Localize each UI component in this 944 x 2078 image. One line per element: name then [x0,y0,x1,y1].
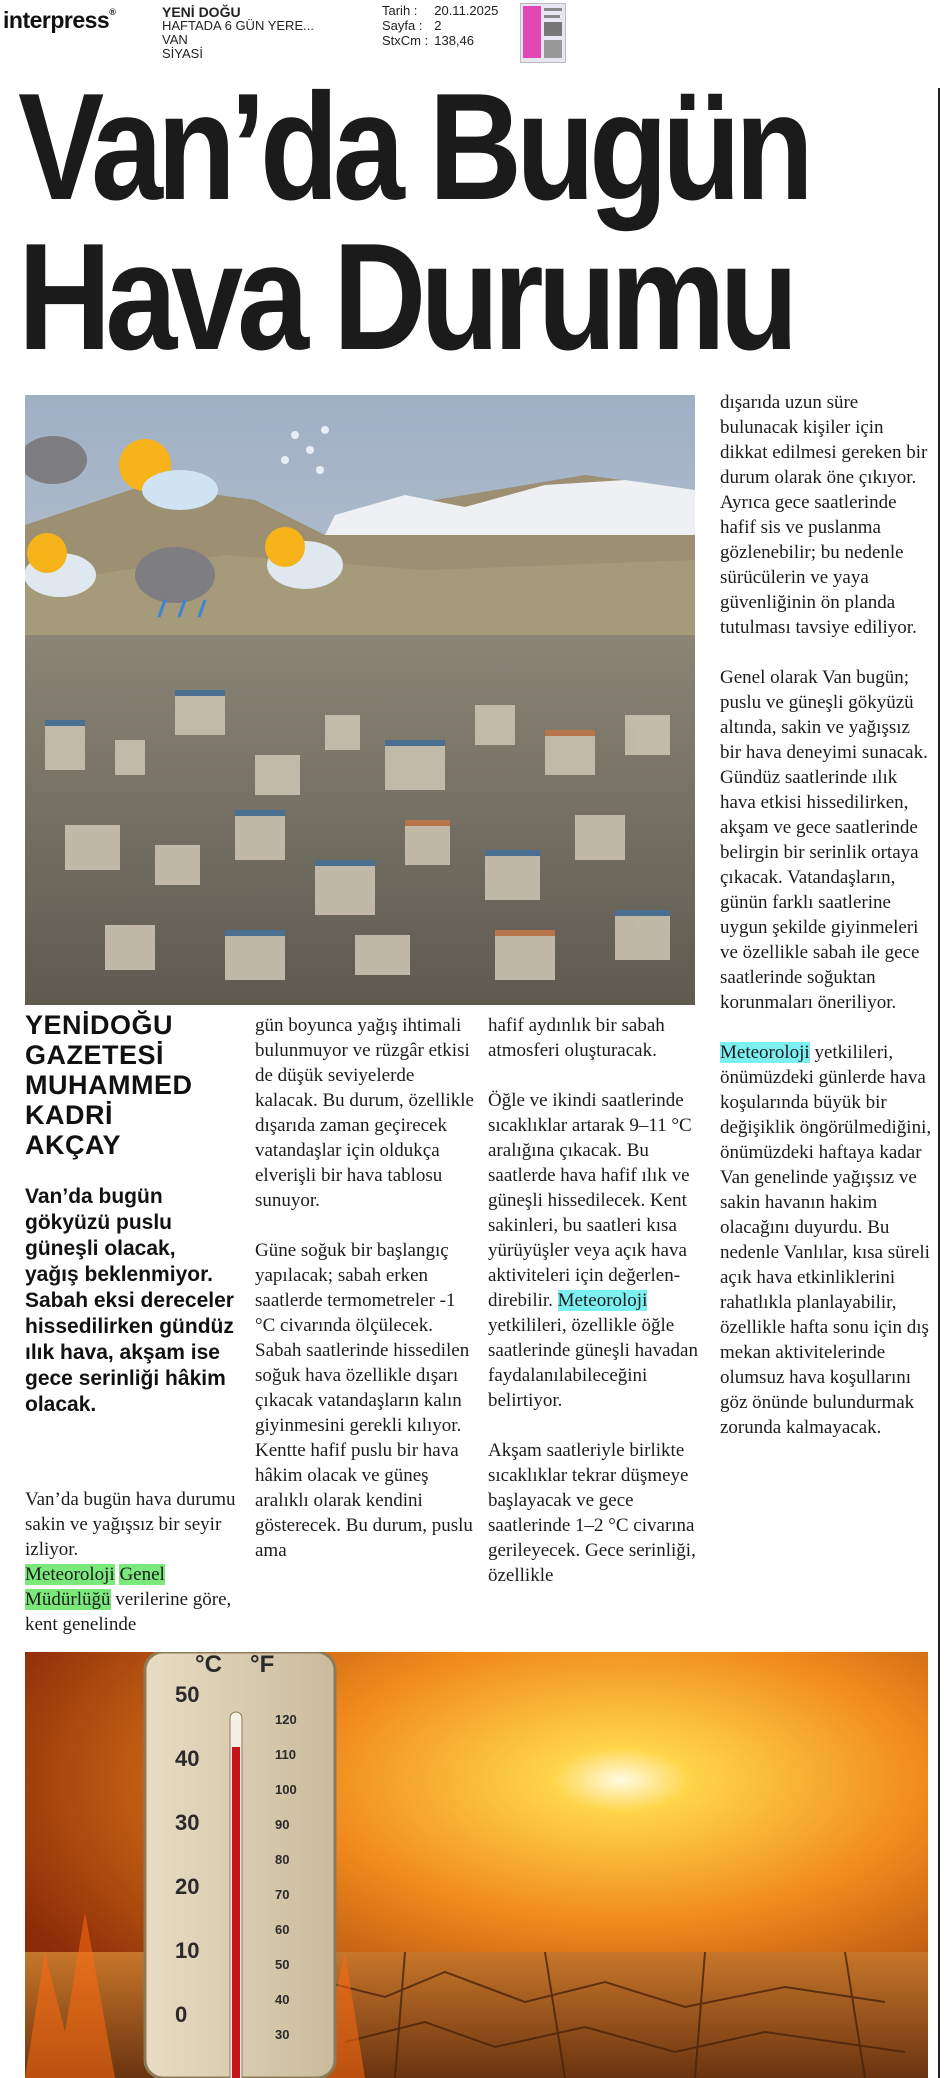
highlight-meteoroloji: Meteoroloji [720,1042,810,1063]
highlight-meteoroloji: Meteoroloji [25,1564,115,1585]
interpress-logo: interpress® [3,7,116,33]
heat-thermometer-photo [25,1652,928,2078]
celsius-tick-label: 30 [175,1810,200,1835]
celsius-unit: °C [195,1652,222,1678]
article-lede: Van’da bugün gökyüzü puslu güneşli olacak, yağış beklenmiyor. Sabah eksi dereceler hissedilirken gündüz ılık hava, akşam ise gece serinliği hâkim olacak. [25,1185,234,1416]
fahrenheit-tick-label: 30 [275,2027,290,2042]
celsius-tick-label: 40 [175,1746,200,1771]
fahrenheit-tick-label: 100 [275,1782,297,1797]
publication-frequency: HAFTADA 6 GÜN YERE... [162,18,314,33]
highlight-meteoroloji: Meteoroloji [557,1290,648,1311]
clip-date: 20.11.2025 [434,3,499,18]
page-thumbnail[interactable] [520,3,566,63]
publication-city: VAN [162,32,188,47]
fahrenheit-tick-label: 50 [275,1957,290,1972]
celsius-tick-label: 0 [175,2002,188,2027]
celsius-tick-label: 20 [175,1874,200,1899]
headline: Van’da Bugün Hava Durumu [18,62,808,382]
highlight-genel-mudurlugu: Genel Müdürlüğü [25,1564,165,1610]
clip-header [0,0,944,62]
author-byline: YENİDOĞU GAZETESİ MUHAMMED KADRİ AKÇAY [25,1010,193,1160]
fahrenheit-tick-label: 60 [275,1922,290,1937]
clip-stxcm: 138,46 [434,33,474,48]
article-column-2: gün boyunca yağış ihtimali bulunmuyor ve rüzgâr etkisi de düşük seviyelerde kalacak. Bu durum, özellikle dışarıda zaman geçirecek vatandaşlar için oldukça elverişli bir hava tablosu sunuyor. Güne soğuk bir başlangıç yapılacak; sabah erken saatlerde termometreler -1 °C civarında ölçülecek. Sabah saatlerinde hissedilen soğuk hava özellikle dışarı çıkacak vatandaşların kalın giyinmesini gerekli kılıyor. Kentte hafif puslu bir hava hâkim olacak ve güneş aralıklı olarak kendini gösterecek. Bu durum, puslu ama [255,1015,474,1561]
clip-meta: Tarih : 20.11.2025 Sayfa : 2 StxCm : 138,46 [382,3,504,48]
celsius-tick-label: 10 [175,1938,200,1963]
fahrenheit-tick-label: 40 [275,1992,290,2007]
clip-page: 2 [434,18,442,33]
article-column-1: Van’da bugün hava durumu sakin ve yağışsız bir seyir izliyor. Meteoroloji Genel Müdürlüğü verilerine göre, kent genelinde [25,1489,236,1635]
article-column-3: hafif aydınlık bir sabah atmosferi oluşturacak. Öğle ve ikindi saatlerinde sıcaklıklar artarak 9–11 °C aralığına çıkacak. Bu saatlerde hava hafif ılık ve güneşli hissedilecek. Kent sakinleri, bu saatleri kısa yürüyüşler veya açık hava aktiviteleri için değerlendirebilir. Meteoroloji yetkilileri, özellikle öğle saatlerinde güneşli havadan faydalanılabileceğini belirtiyor. Akşam saatleriyle birlikte sıcaklıklar tekrar düşmeye başlayacak ve gece saatlerinde 1–2 °C civarına gerileyecek. Gece serinliği, özellikle [488,1015,698,1586]
fahrenheit-tick-label: 70 [275,1887,290,1902]
publication-name: YENİ DOĞU [162,4,241,20]
fahrenheit-tick-label: 90 [275,1817,290,1832]
column-rule [938,88,940,2078]
article-column-4: dışarıda uzun süre bulunacak kişiler için dikkat edilmesi gereken bir durum olarak öne çıkıyor. Ayrıca gece saatlerinde hafif sis ve puslanma gözlenebilir; bu nedenle sürücülerin ve yaya güvenliğinin ön planda tutulması tavsiye ediliyor. Genel olarak Van bugün; puslu ve güneşli gökyüzü altında, sakin ve yağışsız bir hava deneyimi sunacak. Gündüz saatlerinde ılık hava etkisi hissedilirken, akşam ve gece saatlerinde belirgin bir serinlik ortaya çıkacak. Vatandaşların, günün farklı saatlerine uygun şekilde giyinmeleri ve özellikle sabah ile gece saatlerinde soğuktan korunmaları öneriliyor. Meteoroloji yetkilileri, önümüzdeki günlerde hava koşularında büyük bir değişiklik öngörülmediğini, önümüzdeki haftaya kadar Van genelinde yağışsız ve sakin havanın hakim olacağını duyurdu. Bu nedenle Vanlılar, kısa süreli açık hava etkinliklerini rahatlıkla planlayabilir, özellikle hafta sonu için dış mekan aktivitelerinde olumsuz hava koşullarını göz önünde bulundurmak zorunda kalmayacak. [720,392,932,1438]
fahrenheit-unit: °F [250,1652,275,1678]
fahrenheit-tick-label: 110 [275,1747,296,1762]
city-weather-photo [25,395,695,1005]
source-info [162,5,314,61]
celsius-tick-label: 50 [175,1682,200,1707]
publication-category: SİYASİ [162,46,203,61]
fahrenheit-tick-label: 80 [275,1852,290,1867]
fahrenheit-tick-label: 120 [275,1712,297,1727]
